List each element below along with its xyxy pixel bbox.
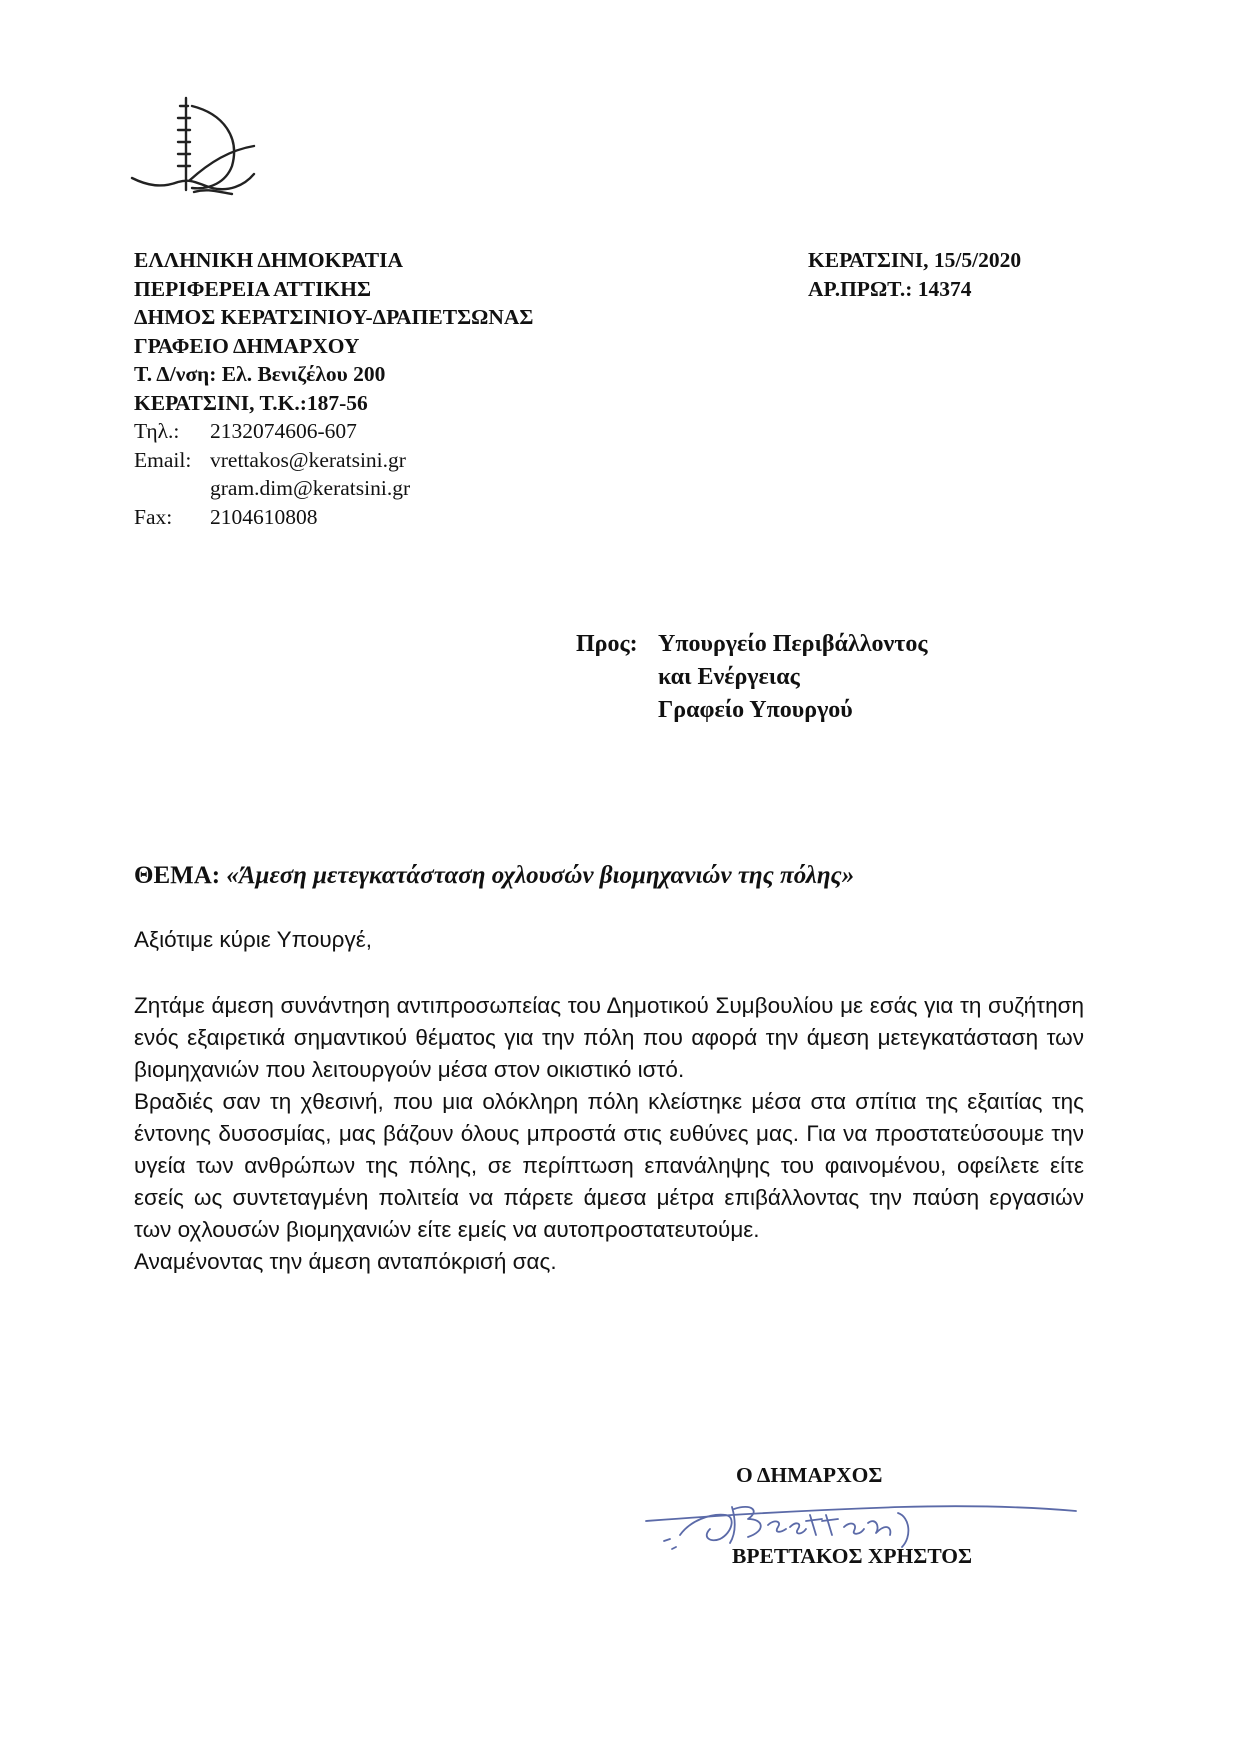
- phone-row: [134, 417, 533, 446]
- sender-block: [134, 246, 533, 531]
- phone-number: 2132074606-607: [210, 419, 357, 443]
- phone-label: Τηλ.:: [134, 419, 180, 443]
- subject-title: «Άμεση μετεγκατάσταση οχλουσών βιομηχανιών της πόλης»: [226, 862, 855, 889]
- recipient-line-1: Υπουργείο Περιβάλλοντος: [658, 631, 928, 657]
- municipality-logo: [128, 92, 288, 212]
- sender-municipality: ΔΗΜΟΣ ΚΕΡΑΤΣΙΝΙΟΥ-ΔΡΑΠΕΤΣΩΝΑΣ: [134, 305, 534, 329]
- email-secondary: gram.dim@keratsini.gr: [210, 476, 411, 500]
- signatory-name: ΒΡΕΤΤΑΚΟΣ ΧΡΗΣΤΟΣ: [732, 1544, 973, 1568]
- sender-city-postcode: ΚΕΡΑΤΣΙΝΙ, Τ.Κ.:187-56: [134, 390, 368, 415]
- fax-number: 2104610808: [210, 504, 318, 529]
- sender-office: ΓΡΑΦΕΙΟ ΔΗΜΑΡΧΟΥ: [134, 333, 360, 358]
- letter-body: [134, 990, 1084, 1278]
- recipient-block: [576, 628, 927, 727]
- fax-row: [134, 503, 533, 532]
- email-row: [134, 446, 533, 475]
- recipient-line-3: Γραφείο Υπουργού: [658, 697, 853, 723]
- email-row-secondary: [134, 474, 533, 503]
- body-paragraph: Βραδιές σαν τη χθεσινή, που μια ολόκληρη πόλη κλείστηκε μέσα στα σπίτια της εξαιτίας της έντονης δυσοσμίας, μας βάζουν όλους μπροστά στις ευθύνες μας. Για να προστατεύσουμε την υγεία των ανθρώπων της πόλης, σε περίπτωση επανάληψης του φαινομένου, οφείλετε είτε εσείς ως συντεταγμένη πολιτεία να πάρετε άμεσα μέτρα επιβάλλοντας την παύση εργασιών των οχλουσών βιομηχανιών είτε εμείς να αυτοπροστατευτούμε.: [134, 1089, 1084, 1242]
- email-label: Email:: [134, 447, 192, 472]
- body-paragraph: Αναμένοντας την άμεση ανταπόκρισή σας.: [134, 1249, 557, 1274]
- protocol-number: ΑΡ.ΠΡΩΤ.: 14374: [808, 276, 972, 301]
- signature-title: Ο ΔΗΜΑΡΧΟΣ: [736, 1463, 883, 1487]
- signature-block: [640, 1463, 1120, 1583]
- date-protocol-block: [808, 246, 1021, 303]
- body-paragraph: Ζητάμε άμεση συνάντηση αντιπροσωπείας του Δημοτικού Συμβουλίου με εσάς για τη συζήτηση ενός εξαιρετικά σημαντικού θέματος για την πόλη που αφορά την άμεση μετεγκατάσταση των βιομηχανιών που λειτουργούν μέσα στον οικιστικό ιστό.: [134, 993, 1084, 1082]
- fax-label: Fax:: [134, 504, 173, 529]
- sender-address: Τ. Δ/νση: Ελ. Βενιζέλου 200: [134, 362, 386, 386]
- place-date: ΚΕΡΑΤΣΙΝΙ, 15/5/2020: [808, 248, 1022, 272]
- salutation: Αξιότιμε κύριε Υπουργέ,: [134, 927, 372, 952]
- email-primary: vrettakos@keratsini.gr: [210, 447, 406, 472]
- recipient-line-2: και Ενέργειας: [658, 664, 800, 690]
- subject-label: ΘΕΜΑ:: [134, 862, 221, 889]
- recipient-prefix: Προς:: [576, 631, 638, 657]
- sender-country: ΕΛΛΗΝΙΚΗ ΔΗΜΟΚΡΑΤΙΑ: [134, 248, 404, 272]
- sender-region: ΠΕΡΙΦΕΡΕΙΑ ΑΤΤΙΚΗΣ: [134, 276, 372, 301]
- subject-line: [134, 862, 854, 890]
